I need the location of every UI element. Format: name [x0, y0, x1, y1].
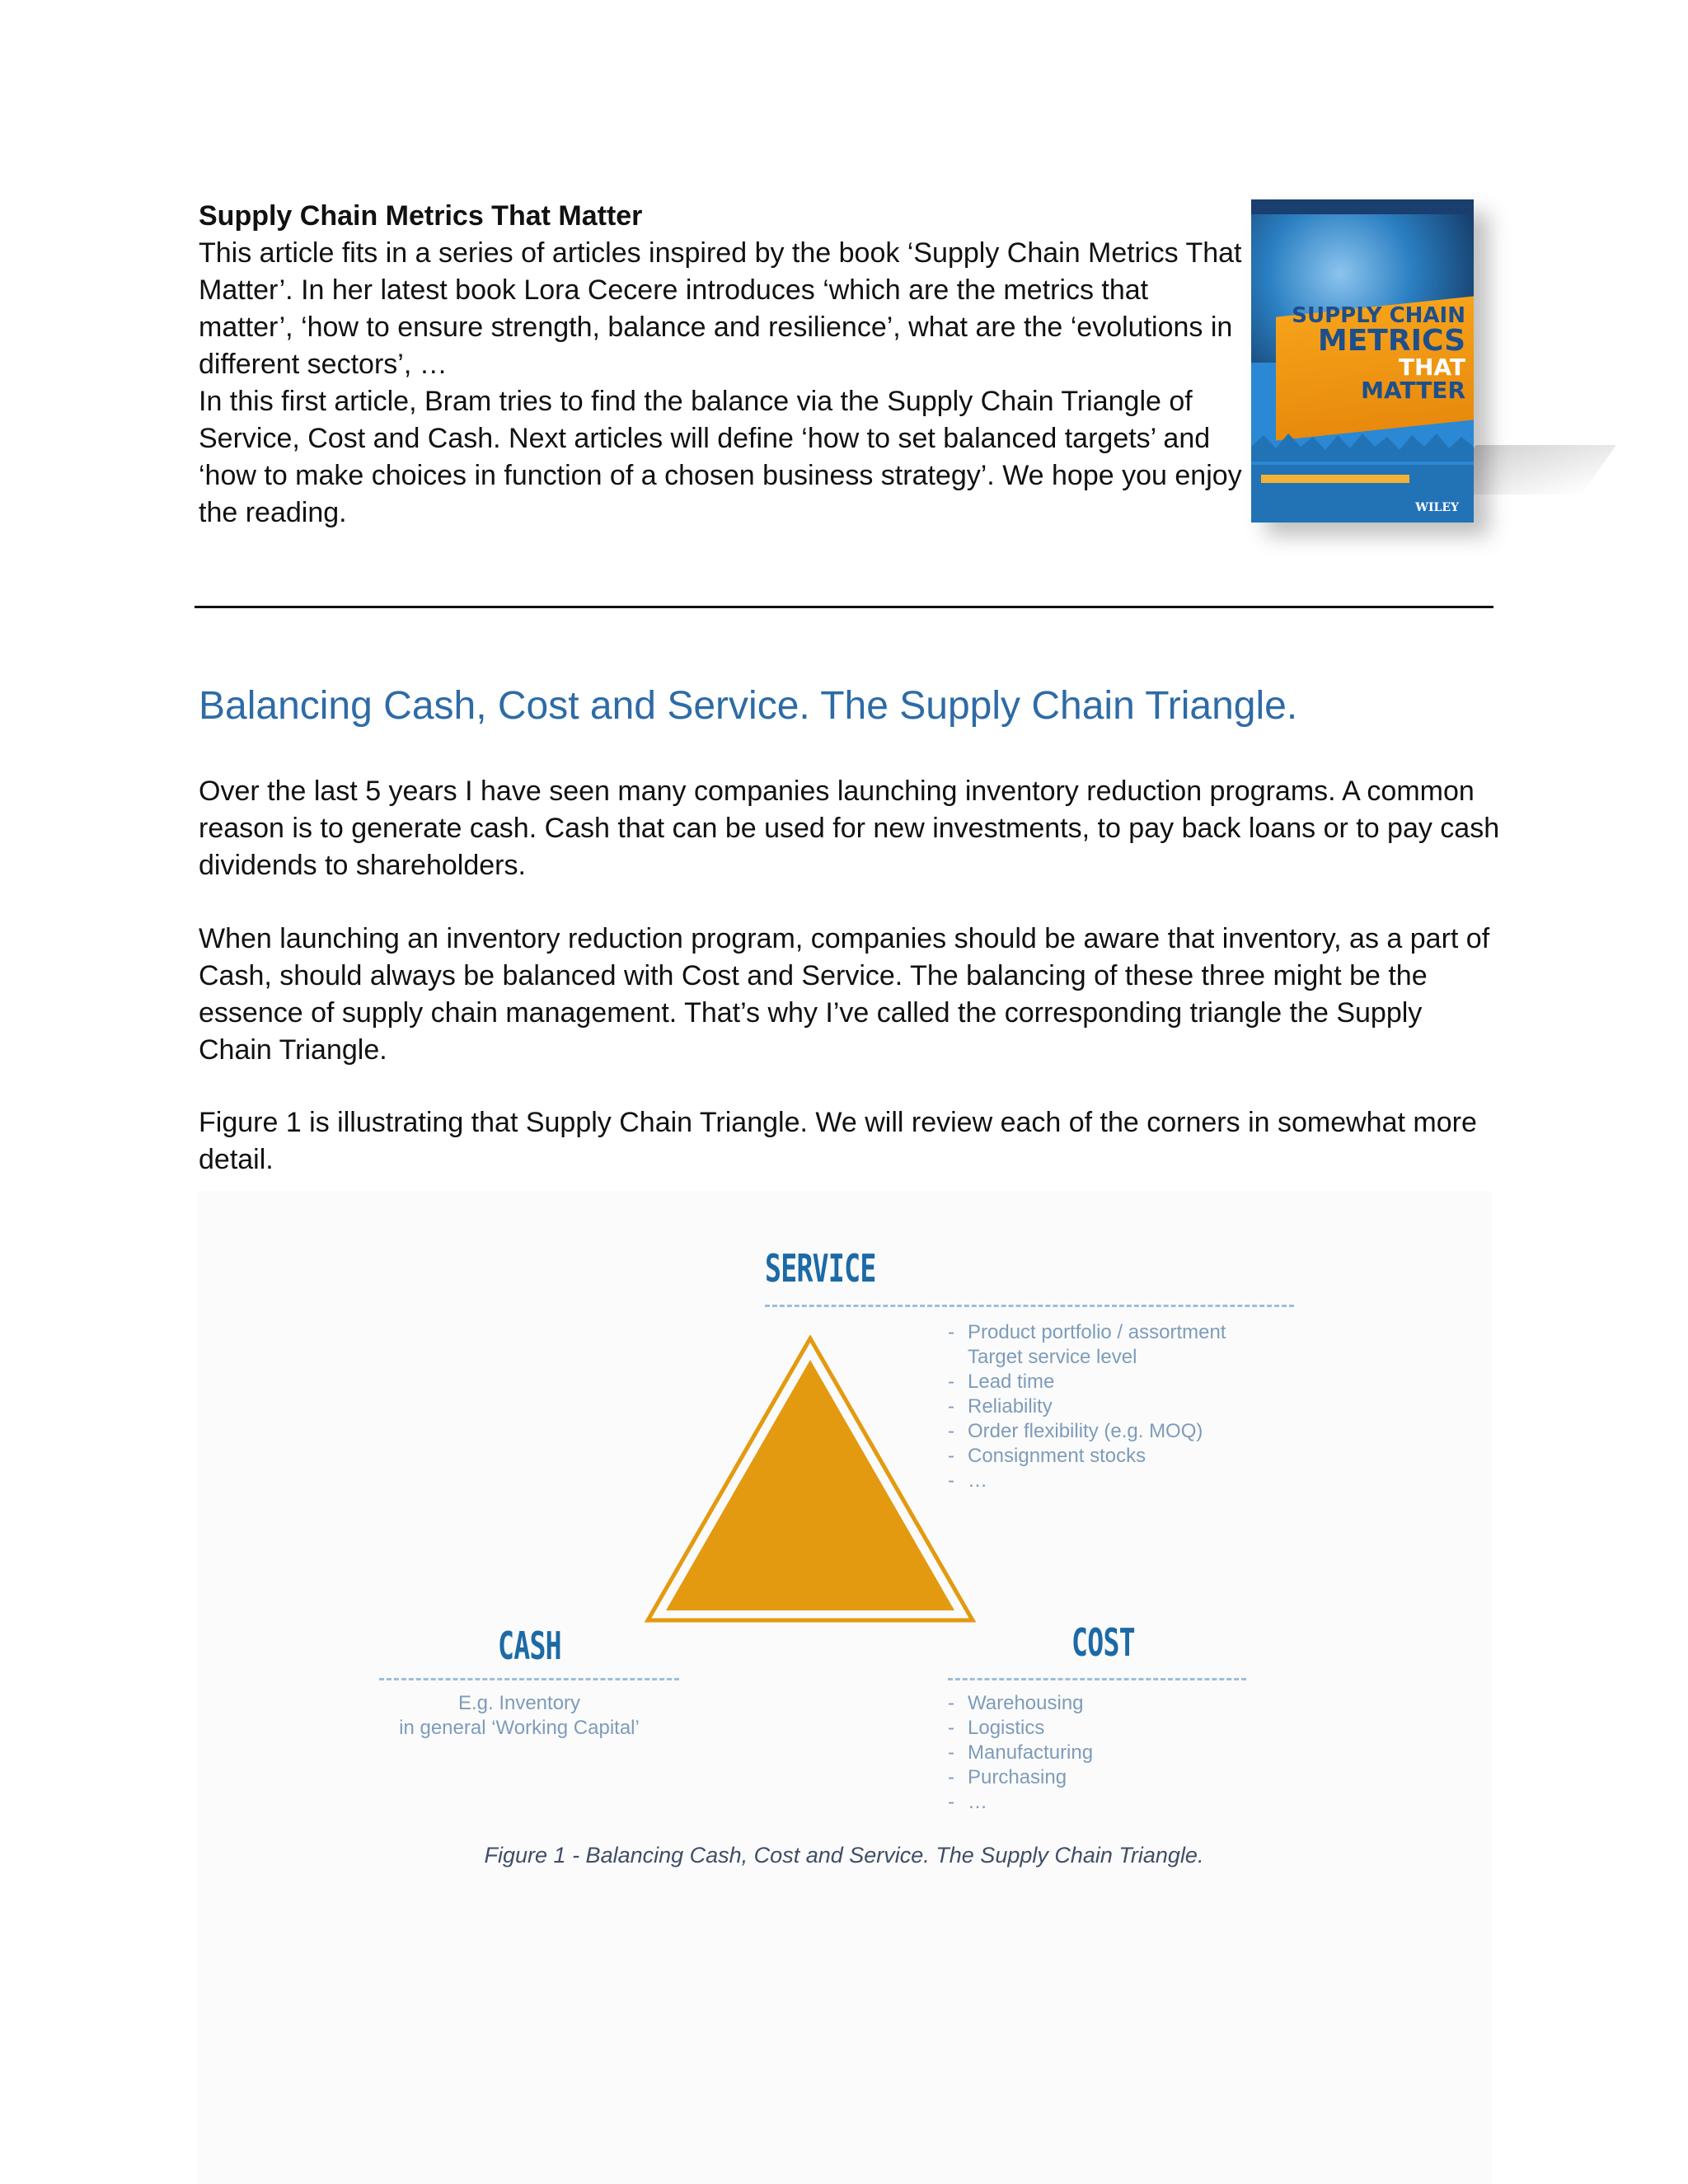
- article-paragraph-3: [199, 1104, 1501, 1179]
- list-item: - Purchasing: [948, 1766, 1067, 1788]
- intro-title: Supply Chain Metrics That Matter: [199, 200, 643, 232]
- book-cover-mountains: [1251, 429, 1474, 462]
- paragraph-text: When launching an inventory reduction program, companies should be aware that inventory, as a part of Cash, should always be balanced with Cost and Service. The balancing of these three might be the essence of supply chain management. That’s why I’ve called the corresponding triangle the Supply Chain Triangle.: [199, 923, 1490, 1066]
- list-item: - Manufacturing: [948, 1741, 1094, 1764]
- book-cover-title-line-3: THAT: [1398, 354, 1465, 381]
- paragraph-text: Figure 1 is illustrating that Supply Chain Triangle. We will review each of the corners in somewhat more detail.: [199, 1107, 1477, 1175]
- cost-label: COST: [1071, 1620, 1135, 1665]
- book-cover-title-line-2: METRICS: [1317, 324, 1465, 358]
- list-item: - …: [948, 1469, 987, 1492]
- cash-line-1: E.g. Inventory: [457, 1692, 581, 1714]
- cash-line-2: in general ‘Working Capital’: [399, 1717, 640, 1739]
- book-cover-image: [1251, 199, 1474, 523]
- article-heading: Balancing Cash, Cost and Service. The Supply Chain Triangle.: [199, 684, 1298, 728]
- book-cover-title: [1284, 305, 1465, 402]
- list-item: - Product portfolio / assortment: [948, 1321, 1226, 1343]
- service-label: SERVICE: [765, 1246, 876, 1291]
- cash-label: CASH: [498, 1624, 561, 1668]
- book-cover-top-strip: [1251, 199, 1474, 214]
- cost-list: [948, 1691, 1245, 1815]
- list-item: Target service level: [968, 1346, 1137, 1368]
- book-cover-title-line-1: SUPPLY CHAIN: [1292, 303, 1465, 328]
- section-divider: [195, 606, 1493, 608]
- book-cover-title-line-4: MATTER: [1361, 377, 1465, 404]
- supply-chain-triangle: [643, 1335, 981, 1628]
- service-list: [948, 1320, 1311, 1493]
- paragraph-text: Over the last 5 years I have seen many companies launching inventory reduction programs. A common reason is to generate cash. Cash that can be used for new investments, to pay back loans or to pay cash dividends to shareholders.: [199, 776, 1500, 881]
- intro-block: [199, 198, 1245, 532]
- cash-dashed-line: [379, 1678, 679, 1680]
- list-item: - Consignment stocks: [948, 1445, 1146, 1467]
- list-item: - Lead time: [948, 1371, 1055, 1393]
- list-item: - …: [948, 1791, 987, 1813]
- list-item: - Logistics: [948, 1717, 1045, 1739]
- intro-paragraph-2: In this first article, Bram tries to find the balance via the Supply Chain Triangle of Service, Cost and Cash. Next articles will define ‘how to set balanced targets’ and ‘how to make choices in function of a chosen business strategy’. We hope you enjoy the reading.: [199, 386, 1242, 528]
- article-paragraph-2: [199, 921, 1501, 1069]
- article-paragraph-1: [199, 773, 1501, 884]
- cash-description: [379, 1691, 659, 1741]
- book-cover-stripe: [1261, 475, 1409, 483]
- list-item: - Reliability: [948, 1395, 1053, 1418]
- list-item: - Order flexibility (e.g. MOQ): [948, 1420, 1203, 1442]
- figure-caption: Figure 1 - Balancing Cash, Cost and Service. The Supply Chain Triangle.: [484, 1843, 1204, 1868]
- service-dashed-line: [765, 1305, 1294, 1307]
- cost-dashed-line: [948, 1678, 1246, 1680]
- intro-paragraph-1: This article fits in a series of articles inspired by the book ‘Supply Chain Metrics That Matter’. In her latest book Lora Cecere introduces ‘which are the metrics that matter’, ‘how to ensure strength, balance and resilience’, what are the ‘evolutions in different sectors’, …: [199, 237, 1242, 380]
- list-item: - Warehousing: [948, 1692, 1084, 1714]
- book-cover-publisher: WILEY: [1415, 501, 1459, 514]
